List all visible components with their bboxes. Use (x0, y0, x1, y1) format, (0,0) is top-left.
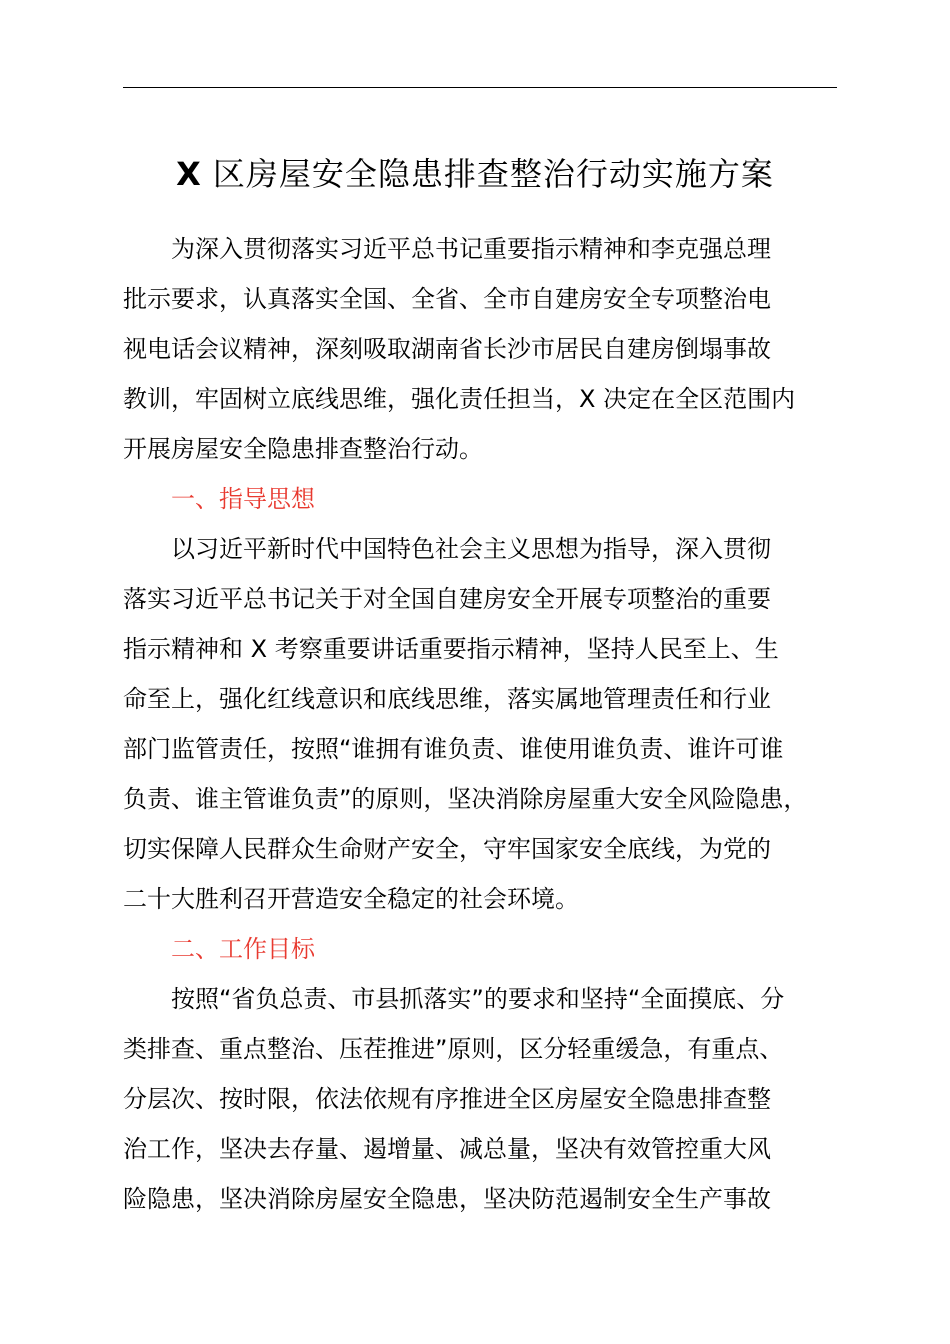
intro-line: 批示要求，认真落实全国、全省、全市自建房安全专项整治电 (123, 285, 771, 313)
section-heading-work-goals: 二、工作目标 (171, 935, 315, 963)
section1-line: 指示精神和 X 考察重要讲话重要指示精神，坚持人民至上、生 (123, 635, 779, 663)
section1-line: 命至上，强化红线意识和底线思维，落实属地管理责任和行业 (123, 685, 771, 713)
section-heading-guiding-ideology: 一、指导思想 (171, 485, 315, 513)
section1-line: 以习近平新时代中国特色社会主义思想为指导，深入贯彻 (171, 535, 771, 563)
title-text: 区房屋安全隐患排查整治行动实施方案 (201, 155, 774, 193)
section2-line: 分层次、按时限，依法依规有序推进全区房屋安全隐患排查整 (123, 1085, 771, 1113)
section1-line: 二十大胜利召开营造安全稳定的社会环境。 (123, 885, 579, 913)
intro-line: 视电话会议精神，深刻吸取湖南省长沙市居民自建房倒塌事故 (123, 335, 771, 363)
section1-line: 切实保障人民群众生命财产安全，守牢国家安全底线，为党的 (123, 835, 771, 863)
section2-line: 按照“省负总责、市县抓落实”的要求和坚持“全面摸底、分 (171, 985, 785, 1013)
intro-line: 为深入贯彻落实习近平总书记重要指示精神和李克强总理 (171, 235, 771, 263)
section2-line: 险隐患，坚决消除房屋安全隐患，坚决防范遏制安全生产事故 (123, 1185, 771, 1213)
section1-line: 负责、谁主管谁负责”的原则，坚决消除房屋重大安全风险隐患， (123, 785, 808, 813)
page-title (0, 148, 950, 200)
section2-line: 治工作，坚决去存量、遏增量、减总量，坚决有效管控重大风 (123, 1135, 771, 1163)
header-rule (123, 87, 837, 88)
section2-line: 类排查、重点整治、压茬推进”原则，区分轻重缓急，有重点、 (123, 1035, 784, 1063)
section1-line: 落实习近平总书记关于对全国自建房安全开展专项整治的重要 (123, 585, 771, 613)
intro-line: 开展房屋安全隐患排查整治行动。 (123, 435, 483, 463)
title-prefix: X (176, 155, 202, 193)
document-body (123, 224, 843, 1224)
intro-line: 教训，牢固树立底线思维，强化责任担当，X 决定在全区范围内 (123, 385, 796, 413)
section1-line: 部门监管责任，按照“谁拥有谁负责、谁使用谁负责、谁许可谁 (123, 735, 784, 763)
